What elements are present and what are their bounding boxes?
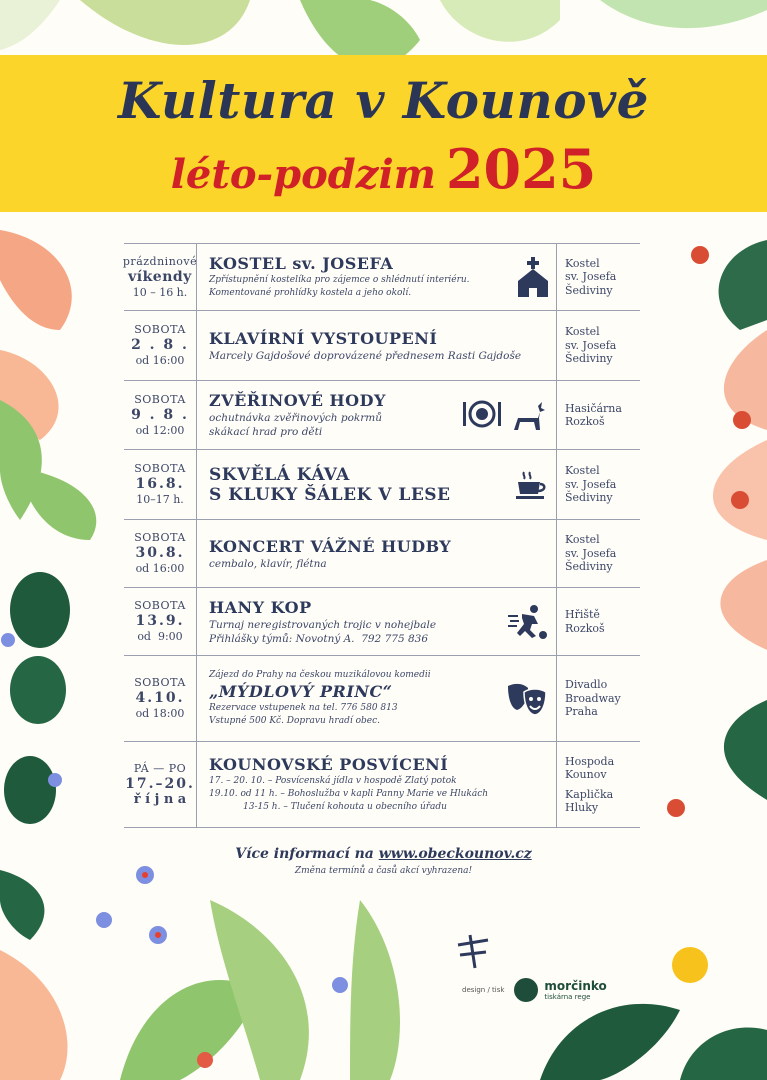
event-row (124, 244, 640, 311)
event-desc: Komentované prohlídky kostela a jeho okolí. (209, 288, 412, 298)
event-title: KOSTEL sv. JOSEFA (209, 254, 394, 273)
website-link[interactable]: www.obeckounov.cz (378, 846, 532, 862)
place-line: Kostel (565, 325, 600, 339)
flower-decor (1, 633, 15, 647)
event-date (124, 742, 196, 827)
place-line: Rozkoš (565, 621, 605, 635)
page-subtitle (0, 137, 767, 201)
place-line: sv. Josefa (565, 477, 617, 491)
leaf-decor (440, 0, 560, 42)
leaf-decor (30, 470, 96, 540)
event-desc: Přihlášky týmů: Novotný A. 792 775 836 (209, 632, 428, 645)
event-row (124, 742, 640, 828)
event-place (556, 588, 640, 655)
flower-decor (731, 491, 749, 509)
event-row (124, 656, 640, 742)
event-desc: 17. – 20. 10. – Posvícenská jídla v hospodě Zlatý potok (209, 776, 457, 786)
date-main: 17.–20. (125, 776, 195, 792)
event-content (196, 656, 556, 741)
date-main: 2 . 8 . (131, 337, 189, 353)
event-content (196, 311, 556, 380)
flower-decor (155, 932, 161, 938)
leaf-decor (540, 1004, 680, 1080)
event-content (196, 588, 556, 655)
leaf-decor (10, 572, 70, 648)
sun-decor (672, 947, 708, 983)
deer-icon (510, 398, 548, 432)
event-content (196, 742, 556, 827)
place-line: Hluky (565, 801, 599, 814)
date-time: 10–17 h. (136, 493, 184, 506)
date-main: 13.9. (135, 613, 185, 629)
event-date (124, 450, 196, 519)
leaf-decor (724, 700, 767, 800)
leaf-decor (600, 0, 767, 28)
event-row (124, 311, 640, 381)
leaf-decor (0, 0, 60, 50)
event-desc: 13-15 h. – Tlučení kohouta u obecního úřadu (243, 802, 447, 812)
event-title: SKVĚLÁ KÁVA (209, 464, 350, 485)
place-line: Kostel (565, 533, 600, 547)
leaf-decor (4, 756, 56, 824)
date-main: 9 . 8 . (131, 406, 189, 423)
football-player-icon (508, 604, 548, 640)
event-row (124, 588, 640, 656)
leaf-decor (0, 870, 44, 940)
event-place (556, 742, 640, 827)
leaf-decor (720, 560, 767, 650)
date-label: SOBOTA (134, 676, 186, 689)
event-desc: Marcely Gajdošové doprovázené přednesem Rasti Gajdoše (209, 349, 522, 362)
leaf-decor (680, 1027, 767, 1080)
place-line: Šediviny (565, 560, 613, 574)
event-content (196, 450, 556, 519)
event-date (124, 381, 196, 449)
printer-logo-icon (514, 978, 538, 1002)
event-desc: skákací hrad pro děti (209, 426, 323, 438)
event-place (556, 450, 640, 519)
event-date (124, 244, 196, 310)
flower-decor (332, 977, 348, 993)
date-time: od 12:00 (135, 423, 185, 437)
event-row (124, 450, 640, 520)
place-line: sv. Josefa (565, 546, 617, 560)
printer-name: morčinko (544, 978, 607, 993)
event-title: KLAVÍRNÍ VYSTOUPENÍ (209, 328, 438, 348)
place-line: Hasičárna (565, 401, 622, 415)
place-line: Praha (565, 705, 598, 719)
flower-decor (733, 411, 751, 429)
date-main: víkendy (128, 268, 192, 285)
leaf-decor (80, 0, 250, 45)
event-title: ZVĚŘINOVÉ HODY (209, 391, 386, 410)
date-time: 10 – 16 h. (132, 285, 188, 299)
date-label: SOBOTA (134, 599, 186, 612)
date-main: 4.10. (135, 690, 185, 706)
place-line: Šediviny (565, 352, 613, 366)
event-date (124, 588, 196, 655)
place-line: Hospoda (565, 754, 615, 768)
place-line: Šediviny (565, 283, 613, 297)
page-title: Kultura v Kounově (118, 71, 649, 130)
event-desc: 19.10. od 11 h. – Bohoslužba v kapli Panny Marie ve Hlukách (209, 789, 489, 799)
event-place (556, 244, 640, 310)
print-credit (462, 978, 607, 1002)
theater-masks-icon (506, 682, 548, 716)
place-line: Kostel (565, 256, 600, 270)
title-banner (0, 55, 767, 212)
season-label: léto-podzim (170, 151, 436, 198)
place-line: sv. Josefa (565, 270, 617, 284)
date-main: 30.8. (135, 545, 185, 561)
date-time: od 16:00 (135, 354, 185, 367)
leaf-decor (0, 230, 72, 330)
event-row (124, 520, 640, 588)
event-content (196, 520, 556, 587)
event-desc: Zpřístupnění kostelíka pro zájemce o shlédnutí interiéru. (209, 275, 470, 285)
more-info-label: Více informací na (235, 846, 374, 862)
dragonfly-decor (458, 935, 488, 968)
place-line: Rozkoš (565, 415, 605, 428)
event-desc: cembalo, klavír, flétna (209, 557, 327, 570)
date-label: SOBOTA (134, 323, 186, 336)
date-label: SOBOTA (134, 392, 186, 406)
footer (0, 846, 767, 876)
event-date (124, 656, 196, 741)
event-row (124, 381, 640, 450)
event-desc: Rezervace vstupenek na tel. 776 580 813 (209, 703, 398, 713)
event-title: KONCERT VÁŽNÉ HUDBY (209, 536, 452, 556)
place-line: Kounov (565, 768, 607, 781)
church-icon (518, 257, 548, 297)
printer-sub: tiskárna rege (544, 992, 591, 1001)
event-title: S KLUKY ŠÁLEK V LESE (209, 484, 451, 505)
event-date (124, 520, 196, 587)
date-label: SOBOTA (134, 531, 186, 544)
leaf-decor (350, 900, 400, 1080)
leaf-decor (713, 440, 767, 540)
event-content (196, 244, 556, 310)
date-time: od 18:00 (135, 707, 185, 720)
coffee-cup-icon (516, 470, 548, 500)
date-time: ř í j n a (133, 792, 187, 807)
event-place (556, 311, 640, 380)
place-line: Kostel (565, 464, 600, 478)
flower-decor (667, 799, 685, 817)
place-line: Divadlo (565, 678, 608, 692)
disclaimer-note: Změna termínů a časů akcí vyhrazena! (294, 866, 473, 876)
place-line: Šediviny (565, 491, 613, 505)
leaf-decor (10, 656, 66, 724)
date-main: 16.8. (135, 476, 185, 492)
event-intro: Zájezd do Prahy na českou muzikálovou komedii (209, 670, 431, 680)
year-label: 2025 (445, 137, 597, 201)
flower-decor (96, 912, 112, 928)
event-desc: Turnaj neregistrovaných trojic v nohejbale (209, 618, 437, 631)
event-place (556, 656, 640, 741)
event-place (556, 520, 640, 587)
flower-decor (691, 246, 709, 264)
event-title: „MÝDLOVÝ PRINC“ (209, 682, 393, 701)
leaf-decor (719, 240, 767, 330)
event-desc: Vstupné 500 Kč. Dopravu hradí obec. (209, 716, 380, 726)
event-schedule (124, 243, 640, 828)
leaf-decor (0, 950, 68, 1080)
event-title: HANY KOP (209, 597, 312, 617)
flower-decor (48, 773, 62, 787)
date-time: od 16:00 (135, 562, 185, 575)
date-label: SOBOTA (134, 462, 186, 475)
event-title: KOUNOVSKÉ POSVÍCENÍ (209, 755, 449, 774)
date-label: PÁ — PO (133, 762, 187, 775)
place-line: Kaplička (565, 787, 614, 801)
date-label: prázdninové (122, 254, 198, 268)
event-date (124, 311, 196, 380)
design-label: design / tisk (462, 986, 505, 994)
flower-decor (197, 1052, 213, 1068)
place-line: sv. Josefa (565, 338, 617, 352)
event-desc: ochutnávka zvěřinových pokrmů (209, 412, 382, 424)
plate-cutlery-icon (462, 398, 502, 430)
more-info (0, 846, 767, 862)
event-content (196, 381, 556, 449)
date-time: od 9:00 (137, 630, 183, 643)
event-place (556, 381, 640, 449)
place-line: Hřiště (565, 608, 600, 621)
place-line: Broadway (565, 691, 621, 705)
